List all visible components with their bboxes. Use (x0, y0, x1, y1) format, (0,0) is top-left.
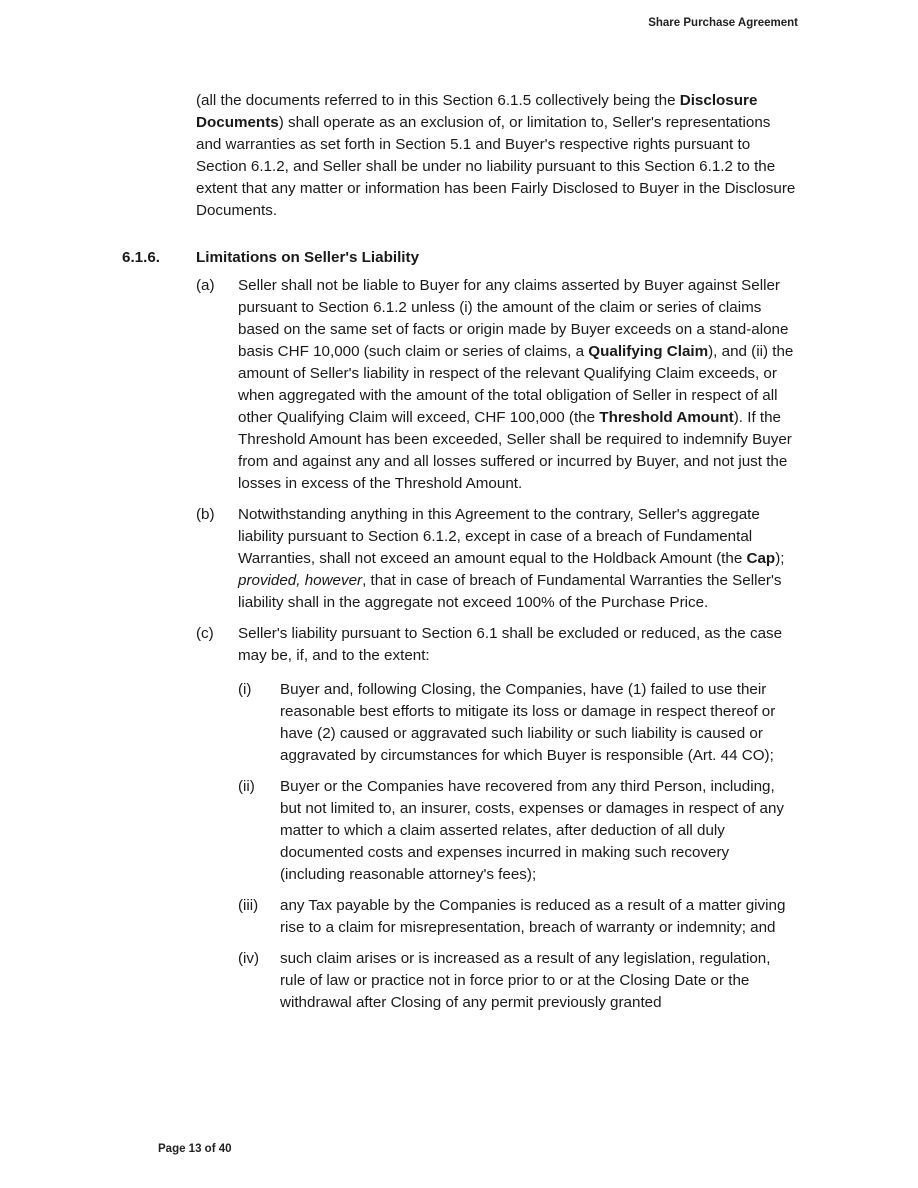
running-header: Share Purchase Agreement (648, 17, 798, 29)
section-title: Limitations on Seller's Liability (196, 249, 420, 266)
subclause-iii (238, 895, 918, 939)
defined-term-qualifying-claim: Qualifying Claim (588, 343, 709, 360)
defined-term-threshold-amount: Threshold Amount (599, 409, 734, 426)
subclause-i (238, 679, 918, 767)
proviso-text: provided, however (238, 572, 363, 589)
subclause-ii-label: (ii) (238, 778, 255, 795)
defined-term-cap: Cap (746, 550, 776, 567)
clause-a-label: (a) (196, 277, 215, 294)
clause-a-text-3: ). If the Threshold Amount has been exceeded, Seller shall be required to indemnify Buyer from and against any and all losses suffered or incurred by Buyer, and not just the losses in excess of the Threshold Amount. (238, 409, 792, 492)
section-number: 6.1.6. (122, 249, 160, 266)
clause-b-text-3: , that in case of breach of Fundamental Warranties the Seller's liability shall in the aggregate not exceed 100% of the Purchase Price. (238, 572, 782, 611)
subclause-iv (238, 948, 918, 1014)
subclause-i-label: (i) (238, 681, 252, 698)
clause-a-text-2: ), and (ii) the amount of Seller's liability in respect of the relevant Qualifying Claim exceeds, or when aggregated with the amount of the total obligation of Seller in respect of all other Qualifying Claim will exceed, CHF 100,000 (the (238, 343, 794, 426)
subclause-iii-label: (iii) (238, 897, 259, 914)
document-body (0, 90, 918, 1014)
defined-term-disclosure-documents: Disclosure Documents (196, 92, 758, 131)
clause-b-text-1: Notwithstanding anything in this Agreement to the contrary, Seller's aggregate liability pursuant to Section 6.1.2, except in case of a breach of Fundamental Warranties, shall not exceed an amount equal to the Holdback Amount (the (238, 506, 760, 567)
clause-b-text-2: ); (775, 550, 785, 567)
page-number: Page 13 of 40 (158, 1143, 232, 1155)
clause-b-text (238, 504, 798, 614)
intro-text-1: (all the documents referred to in this Section 6.1.5 collectively being the (196, 92, 680, 109)
subclause-ii (238, 776, 918, 886)
subclause-ii-text: Buyer or the Companies have recovered from any third Person, including, but not limited to, an insurer, costs, expenses or damages in respect of any matter to which a claim asserted relates, after deduction of all duly documented costs and expenses incurred in making such recovery (including reasonable attorney's fees); (280, 778, 784, 883)
clause-c (196, 623, 918, 667)
section-heading (122, 247, 918, 269)
clause-a (196, 275, 918, 495)
clause-a-text (238, 275, 798, 495)
clause-c-text: Seller's liability pursuant to Section 6.1 shall be excluded or reduced, as the case may be, if, and to the extent: (238, 625, 783, 664)
subclause-iii-text: any Tax payable by the Companies is reduced as a result of a matter giving rise to a claim for misrepresentation, breach of warranty or indemnity; and (280, 897, 786, 936)
intro-paragraph (196, 90, 796, 222)
clause-c-label: (c) (196, 625, 214, 642)
intro-text-2: ) shall operate as an exclusion of, or limitation to, Seller's representations and warranties as set forth in Section 5.1 and Buyer's respective rights pursuant to Section 6.1.2, and Seller shall be under no liability pursuant to this Section 6.1.2 to the extent that any matter or information has been Fairly Disclosed to Buyer in the Disclosure Documents. (196, 114, 796, 219)
clause-a-text-1: Seller shall not be liable to Buyer for any claims asserted by Buyer against Seller pursuant to Section 6.1.2 unless (i) the amount of the claim or series of claims based on the same set of facts or origin made by Buyer exceeds on a stand-alone basis CHF 10,000 (such claim or series of claims, a (238, 277, 789, 360)
subclause-iv-text: such claim arises or is increased as a result of any legislation, regulation, rule of law or practice not in force prior to or at the Closing Date or the withdrawal after Closing of any permit previously granted (280, 950, 771, 1011)
subclause-iv-label: (iv) (238, 950, 260, 967)
clause-b-label: (b) (196, 506, 215, 523)
clause-b (196, 504, 918, 614)
subclause-i-text: Buyer and, following Closing, the Companies, have (1) failed to use their reasonable best efforts to mitigate its loss or damage in respect thereof or have (2) caused or aggravated such liability or such liability is caused or aggravated by circumstances for which Buyer is responsible (Art. 44 CO); (280, 681, 776, 764)
